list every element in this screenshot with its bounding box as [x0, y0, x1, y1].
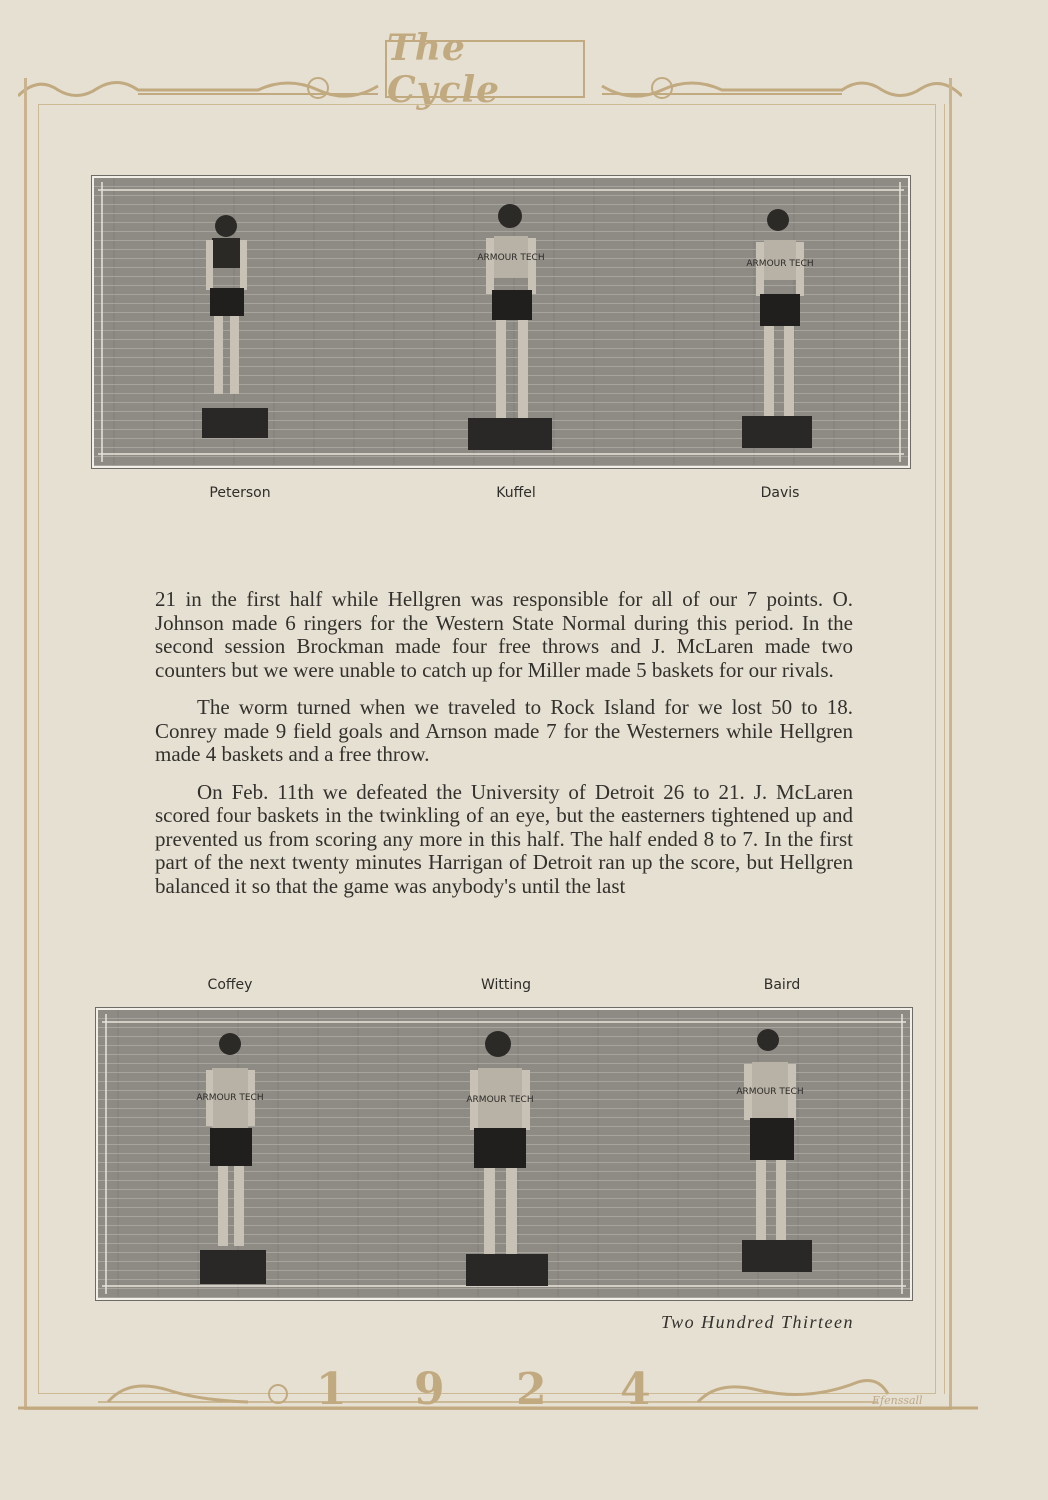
baird-jersey-text: ARMOUR TECH: [736, 1087, 804, 1097]
coffey-jersey-text: ARMOUR TECH: [196, 1093, 264, 1103]
footer-year-digit-2: 9: [414, 1364, 445, 1415]
caption-witting: Witting: [480, 977, 532, 993]
footer-year-digit-4: 4: [620, 1364, 651, 1415]
team-photo-bottom-image: [98, 1010, 910, 1298]
artist-signature: Efenssall: [872, 1394, 923, 1407]
davis-jersey-text: ARMOUR TECH: [746, 259, 814, 269]
footer-year-digit-3: 2: [516, 1364, 547, 1415]
caption-davis: Davis: [760, 485, 800, 501]
witting-jersey-text: ARMOUR TECH: [466, 1095, 534, 1105]
team-photo-top-image: [94, 178, 908, 466]
team-photo-bottom: [96, 1008, 912, 1300]
article-body: [155, 588, 853, 912]
paragraph-3: On Feb. 11th we defeated the University of Detroit 26 to 21. J. McLaren scored four baskets in the twinkling of an eye, but the easterners tightened up and prevented us from scoring any more in this half. The half ended 8 to 7. In the first part of the next twenty minutes Harrigan of Detroit ran up the score, but Hellgren balanced it so that the game was anybody's until the last: [155, 779, 853, 898]
kuffel-jersey-text: ARMOUR TECH: [477, 253, 545, 263]
footer-ornament: [18, 1372, 978, 1416]
paragraph-2: The worm turned when we traveled to Rock Island for we lost 50 to 18. Conrey made 9 field goals and Arnson made 7 for the Westerners while Hellgren made 4 baskets and a free throw.: [155, 695, 853, 766]
caption-baird: Baird: [763, 977, 801, 993]
paragraph-1: 21 in the first half while Hellgren was responsible for all of our 7 points. O. Johnson made 6 ringers for the Western State Normal during this period. In the second session Brockman made four free throws and J. McLaren made two counters but we were unable to catch up for Miller made 5 baskets for our rivals.: [155, 587, 853, 682]
caption-coffey: Coffey: [207, 977, 253, 993]
caption-peterson: Peterson: [209, 485, 271, 501]
page-folio: Two Hundred Thirteen: [660, 1312, 854, 1332]
caption-kuffel: Kuffel: [496, 485, 536, 501]
team-photo-top: [92, 176, 910, 468]
header-title: The Cycle: [385, 40, 585, 98]
page-border-right-rail: [944, 104, 950, 1394]
footer-year-digit-1: 1: [316, 1364, 347, 1415]
